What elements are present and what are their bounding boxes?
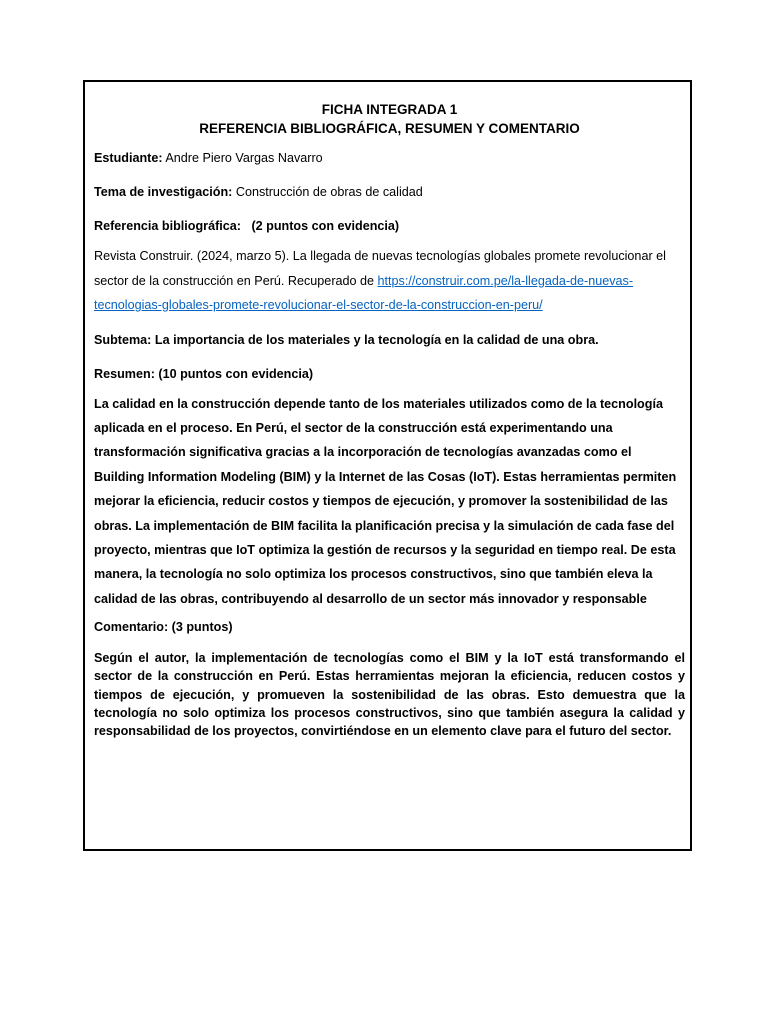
summary-heading: Resumen: (10 puntos con evidencia)	[94, 366, 314, 381]
comment-paragraph: Según el autor, la implementación de tecnologías como el BIM y la IoT está transformando el sector de la construcción en Perú. Estas herramientas mejoran la eficiencia, reducen costos y tiempos de ejecución, y promueven la sostenibilidad de las obras. Esto demuestra que la tecnología no solo optimiza los procesos constructivos, sino que también asegura la calidad y responsabilidad de los proyectos, convirtiéndose en un elemento clave para el futuro del sector.	[94, 651, 685, 738]
reference-text: Revista Construir. (2024, marzo 5). La llegada de nuevas tecnologías globales promete revolucionar el sector de la construcción en Perú. Recuperado de	[94, 249, 666, 288]
document-content	[94, 100, 685, 740]
reference-heading: Referencia bibliográfica: (2 puntos con evidencia)	[94, 219, 400, 233]
reference-paragraph	[94, 244, 685, 318]
document-frame	[83, 80, 692, 851]
topic-label: Tema de investigación:	[94, 185, 233, 199]
title-line-1: FICHA INTEGRADA 1	[321, 102, 458, 117]
student-value: Andre Piero Vargas Navarro	[162, 151, 323, 165]
summary-paragraph: La calidad en la construcción depende tanto de los materiales utilizados como de la tecnología aplicada en el proceso. En Perú, el sector de la construcción está experimentando una transformación significativa gracias a la incorporación de tecnologías avanzadas como el Building Information Modeling (BIM) y la Internet de las Cosas (IoT). Estas herramientas permiten mejorar la eficiencia, reducir costos y tiempos de ejecución, y promover la sostenibilidad de las obras. La implementación de BIM facilita la planificación precisa y la simulación de cada fase del proyecto, mientras que IoT optimiza la gestión de recursos y la seguridad en tiempo real. De esta manera, la tecnología no solo optimiza los procesos constructivos, sino que también eleva la calidad de las obras, contribuyendo al desarrollo de un sector más innovador y responsable	[94, 396, 677, 606]
reference-link[interactable]: https://construir.com.pe/la-llegada-de-nuevas-tecnologias-globales-promete-revolucionar-el-sector-de-la-construccion-en-peru/	[94, 273, 634, 312]
topic-field	[94, 184, 685, 200]
comment-heading: Comentario: (3 puntos)	[94, 620, 233, 635]
subtopic: Subtema: La importancia de los materiales y la tecnología en la calidad de una obra.	[94, 332, 599, 347]
document-title	[94, 100, 685, 138]
topic-value: Construcción de obras de calidad	[232, 185, 423, 199]
student-field	[94, 150, 685, 166]
student-label: Estudiante:	[94, 151, 163, 165]
title-line-2: REFERENCIA BIBLIOGRÁFICA, RESUMEN Y COMENTARIO	[199, 121, 580, 136]
